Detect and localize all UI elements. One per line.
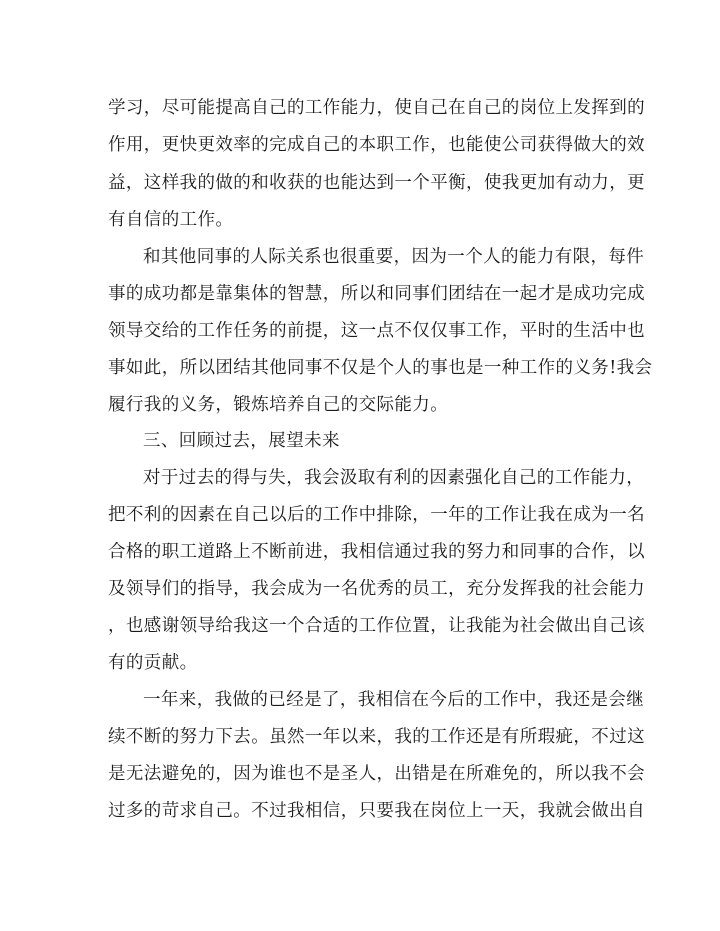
text-line: 合格的职工道路上不断前进，我相信通过我的努力和同事的合作，以 bbox=[108, 542, 645, 562]
text-line: 学习，尽可能提高自己的工作能力，使自己在自己的岗位上发挥到的 bbox=[108, 98, 645, 118]
text-line: 一年来，我做的已经是了，我相信在今后的工作中，我还是会继 bbox=[143, 690, 645, 710]
text-line: 益，这样我的做的和收获的也能达到一个平衡，使我更加有动力，更 bbox=[108, 173, 645, 193]
text-line: 续不断的努力下去。虽然一年以来，我的工作还是有所瑕疵，不过这 bbox=[108, 727, 645, 747]
text-line: 事的成功都是靠集体的智慧，所以和同事们团结在一起才是成功完成 bbox=[108, 284, 645, 304]
section-heading: 三、回顾过去，展望未来 bbox=[143, 431, 340, 451]
text-line: 领导交给的工作任务的前提，这一点不仅仅事工作，平时的生活中也 bbox=[108, 321, 645, 341]
text-line: 是无法避免的，因为谁也不是圣人，出错是在所难免的，所以我不会 bbox=[108, 764, 645, 784]
text-line: ，也感谢领导给我这一个合适的工作位置，让我能为社会做出自己该 bbox=[108, 616, 645, 636]
text-line: 有自信的工作。 bbox=[108, 210, 234, 230]
text-line: 对于过去的得与失，我会汲取有利的因素强化自己的工作能力， bbox=[143, 468, 645, 488]
text-line: 过多的苛求自己。不过我相信，只要我在岗位上一天，我就会做出自 bbox=[108, 801, 645, 821]
text-line: 及领导们的指导，我会成为一名优秀的员工，充分发挥我的社会能力 bbox=[108, 579, 645, 599]
text-line: 和其他同事的人际关系也很重要，因为一个人的能力有限，每件 bbox=[143, 247, 645, 267]
text-line: 有的贡献。 bbox=[108, 653, 198, 673]
text-line: 事如此，所以团结其他同事不仅是个人的事也是一种工作的义务!我会 bbox=[108, 358, 653, 378]
text-line: 履行我的义务，锻炼培养自己的交际能力。 bbox=[108, 395, 449, 415]
text-line: 作用，更快更效率的完成自己的本职工作，也能使公司获得做大的效 bbox=[108, 135, 645, 155]
text-line: 把不利的因素在自己以后的工作中排除，一年的工作让我在成为一名 bbox=[108, 505, 645, 525]
